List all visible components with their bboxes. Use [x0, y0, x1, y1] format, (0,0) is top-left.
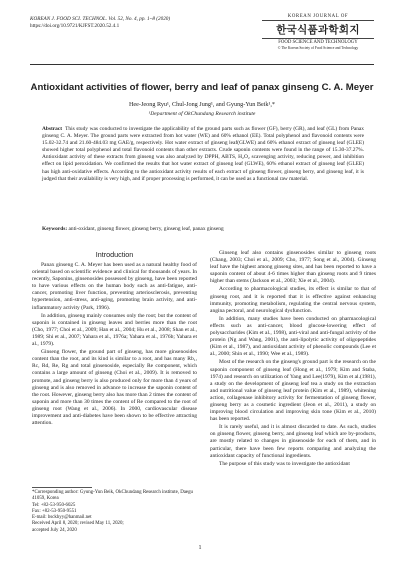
- article-title: Antioxidant activities of flower, berry and leaf of panax ginseng C. A. Meyer: [30, 82, 374, 93]
- header-rule: [30, 64, 374, 65]
- journal-citation: KOREAN J. FOOD SCI. TECHNOL. Vol. 52, No. 4, pp. 1~8 (2020): [30, 16, 171, 22]
- paragraph: Ginseng leaf also contains ginsenosides similar to ginseng roots (Chang, 2003; Choi et al., 2009; Cho, 1977; Song et al., 2004). Ginseng leaf have the highest among ginseng sites, and has been reported to have a saponin content of about 4-6 times higher than ginseng roots and 9 times higher than stems (Jackson et al., 2003; Xie et al., 2004).: [210, 250, 376, 285]
- paragraph: According to pharmacological studies, its effect is similar to that of ginseng root, and it is reported that it is effective against enhancing immunity, promoting metabolism, regulating the central nervous system, angina pectoral, and neurological dysfunction.: [210, 286, 376, 314]
- article-affiliation: ¹Department of OkChundang Research institute: [148, 111, 256, 117]
- paragraph: In addition, ginseng mainly consumes only the root; but the content of saponin is contained in ginseng leaves and berries more than the root (Cho, 1977; Choi et al., 2009; Han et al., 2004; Hu et al., 2008; Shan et al., 1989; Shi et al., 2007; Yahara et al., 1976a; Yahara et al., 1976b; Yahara et al., 1979).: [32, 312, 197, 348]
- logo-top-text: KOREAN JOURNAL OF: [262, 14, 374, 21]
- paragraph: It is rarely useful, and it is almost discarded to date. As such, studies on ginseng flower, ginseng berry, and ginseng leaf which are by-products, are mostly related to changes in ginsenoside for each of them, and in particular, there have been few reports comparing and analyzing the antioxidant capacity of functional ingredients.: [210, 424, 376, 459]
- logo-korean-text: 한국식품과학회지: [276, 24, 360, 36]
- footnote-email[interactable]: E-mail: bsckhyy@hanmail.net: [32, 515, 92, 521]
- doi-link[interactable]: https://doi.org/10.9721/KJFST.2020.52.4.1: [30, 23, 120, 29]
- journal-logo: [262, 14, 374, 50]
- journal-header: [30, 16, 170, 30]
- footnote-line: Fax: +82-53-950-9551: [32, 508, 77, 514]
- footnote-rule: [32, 487, 92, 488]
- article-authors: Hee-Jeong Ryu¹, Chul-Jong Jung¹, and Gyung-Yun Beik¹,*: [128, 101, 276, 108]
- keywords-label: Keywords:: [42, 226, 68, 232]
- logo-copyright: © The Korean Society of Food Science and Technology: [277, 46, 359, 50]
- paragraph: In addition, many studies have been conducted on pharmacological effects such as anti-cancer, blood glucose-lowering effect of polysaccharides (Kim et al., 1998), anti-viral and anti-fungal activity of the protein (Ng and Wang, 2001), the anti-lipolytic activity of oligopeptides (Kim et al., 1987), and antioxidant activity of phenolic compounds (Lee et al., 2000; Shin et al., 1990; Wee et al., 1989).: [210, 315, 376, 358]
- footnote-line: accepted July 24, 2020: [32, 527, 77, 533]
- right-column: [210, 250, 376, 469]
- keywords-text: anti-oxidant, ginseng flower, ginseng berry, ginseng leaf, panax ginseng: [68, 226, 224, 232]
- left-column: [32, 262, 197, 428]
- correspondence-footnote: [32, 490, 198, 534]
- keywords-block: [42, 226, 364, 233]
- logo-bottom-text: FOOD SCIENCE AND TECHNOLOGY: [262, 38, 374, 45]
- section-heading-introduction: Introduction: [95, 250, 134, 259]
- abstract-text: This study was conducted to investigate the applicability of the ground parts such as flower (GF), berry (GR), and leaf (GL) from Panax ginseng C. A. Meyer. The ground parts were extracted from hot water (WE) and 60% ethanol (EE). Total polyphenol and flavonoid contents were 15.02-32.74 and 21.60-484.03 mg GAE/g, respectively. Hot water extract of ginseng leaf(GLWE) and 60% ethanol extract of ginseng leaf (GLEE) showed higher total polyphenol and total flavonoid contents than other extracts. Crude saponin contents were found in the range of 15.30-37.27%. Antioxidant activity of these extracts from ginseng was also analyzed by DPPH, ABTS, H₂O₂ scavenging activity, reducing power, and inhibition effect on lipid peroxidation. We confirmed the results that hot water extract of ginseng leaf (GLWE), 60% ethanol extract of ginseng leaf (GLEE) has high anti-oxidative effects. According to the antioxidant activity results of each extract of ginseng flower, ginseng berry, and ginseng leaf, it is judged that their availability is very high, and if proper processing is performed, it can be used as a functional raw material.: [42, 126, 364, 182]
- paragraph: Panax ginseng C. A. Meyer has been used as a natural healthy food of oriental based on scientific evidence and clinical for thousands of years. In recently, Saponins, ginsenosides possessed by ginseng, have been reported to have various effects on the human body such as anti-fatigue, anti-cancer, promoting liver function, preventing arteriosclerosis, preventing hypertension, anti-stress, anti-aging, promoting brain activity, and anti-inflammatory activity (Park, 1996).: [32, 262, 197, 311]
- page-number: 1: [198, 545, 202, 551]
- paragraph: The purpose of this study was to investigate the antioxidant: [219, 460, 350, 467]
- footnote-line: Received April 8, 2020; revised May 11, 2020;: [32, 521, 124, 527]
- paragraph: Ginseng flower, the ground part of ginseng, has more ginsenosides content than the root, and its kind is similar to a root, and has many Rb₁, Rc, Rd, Re, Rg and total ginsenoside, especially Re component, which contains a large amount of ginseng (Choi et al., 2009). It is removed to promote, and ginseng berry is also produced only for more than 4 years of ginseng and is also removed in advance to increase the saponin content of the root. However, ginseng berry also has more than 2 times the content of saponin and more than 30 times the content of Re compared to the root of ginseng root (Wang et al., 2006). In 2000, cardiovascular disease improvement and anti-diabetes have been shown to be effective attracting attention.: [32, 349, 197, 427]
- abstract-label: Abstract: [42, 126, 63, 132]
- abstract-block: [42, 126, 364, 183]
- footnote-line: Tel: +82-53-950-6025: [32, 502, 76, 508]
- paragraph: Most of the research on the ginseng's ground part is the research on the saponin component of ginseng leaf (Hong et al., 1979; Kim and Staba, 1974) and research on utilization of Yang and Lee(1979), Kim et al.(1981), a study on the development of ginseng leaf tea a study on the extraction and nutritional value of ginseng leaf protein (Kim et al., 1989), whitening action, collagenase inhibitory activity for fermentation of ginseng flower, ginseng berry as a cosmetic ingredient (Jeon et al., 2011), a study on improving blood circulation and improving skin tone (Kim et al., 2010) has been reported.: [210, 359, 376, 423]
- footnote-line: *Corresponding author: Gyung-Yun Beik, OkChundang Research institute, Daegu 41059, Korea: [32, 490, 193, 502]
